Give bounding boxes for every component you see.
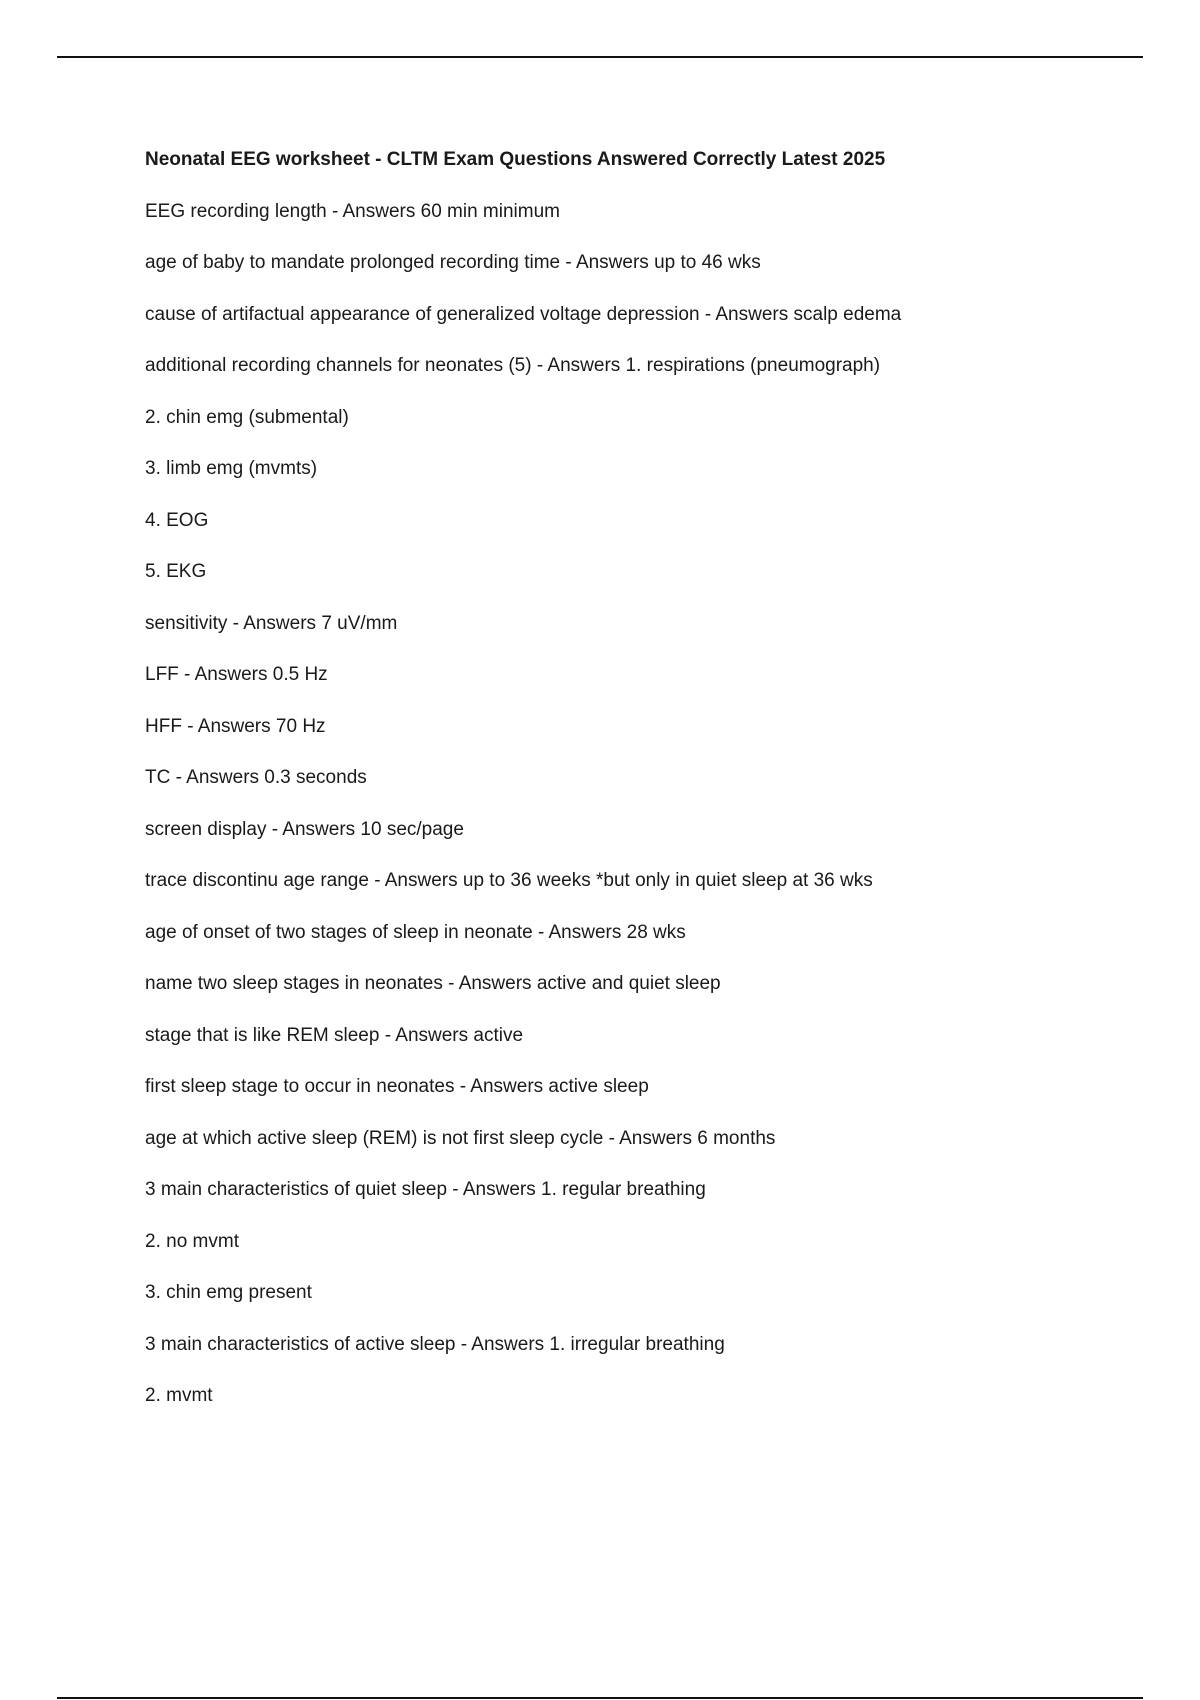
qa-line: LFF - Answers 0.5 Hz	[145, 664, 328, 685]
qa-line: HFF - Answers 70 Hz	[145, 715, 326, 737]
qa-line: sensitivity - Answers 7 uV/mm	[145, 612, 398, 634]
qa-line: cause of artifactual appearance of generalized voltage depression - Answers scalp edema	[145, 303, 902, 325]
qa-line: 3. chin emg present	[145, 1282, 312, 1303]
qa-line: TC - Answers 0.3 seconds	[145, 767, 367, 788]
footer-rule	[57, 1697, 1143, 1699]
qa-line: EEG recording length - Answers 60 min minimum	[145, 200, 560, 222]
qa-line: 4. EOG	[145, 509, 209, 531]
qa-line: age at which active sleep (REM) is not first sleep cycle - Answers 6 months	[145, 1127, 776, 1149]
qa-line: age of onset of two stages of sleep in neonate - Answers 28 wks	[145, 921, 686, 943]
qa-line: 2. chin emg (submental)	[145, 406, 349, 428]
qa-list	[145, 197, 1145, 1412]
document-title: Neonatal EEG worksheet - CLTM Exam Questions Answered Correctly Latest 2025	[145, 149, 886, 170]
qa-line: age of baby to mandate prolonged recording time - Answers up to 46 wks	[145, 252, 761, 273]
document-body	[145, 145, 1145, 1411]
qa-line: first sleep stage to occur in neonates - Answers active sleep	[145, 1076, 649, 1097]
qa-line: additional recording channels for neonates (5) - Answers 1. respirations (pneumograph)	[145, 355, 881, 376]
qa-line: screen display - Answers 10 sec/page	[145, 818, 464, 840]
qa-line: 3 main characteristics of quiet sleep - Answers 1. regular breathing	[145, 1179, 706, 1200]
qa-line: trace discontinu age range - Answers up to 36 weeks *but only in quiet sleep at 36 wks	[145, 870, 873, 891]
qa-line: 3. limb emg (mvmts)	[145, 458, 318, 479]
qa-line: stage that is like REM sleep - Answers active	[145, 1024, 524, 1046]
qa-line: 5. EKG	[145, 561, 207, 582]
qa-line: 3 main characteristics of active sleep - Answers 1. irregular breathing	[145, 1333, 725, 1355]
qa-line: 2. mvmt	[145, 1385, 213, 1406]
qa-line: 2. no mvmt	[145, 1230, 239, 1252]
qa-line: name two sleep stages in neonates - Answers active and quiet sleep	[145, 973, 721, 994]
header-rule	[57, 56, 1143, 58]
